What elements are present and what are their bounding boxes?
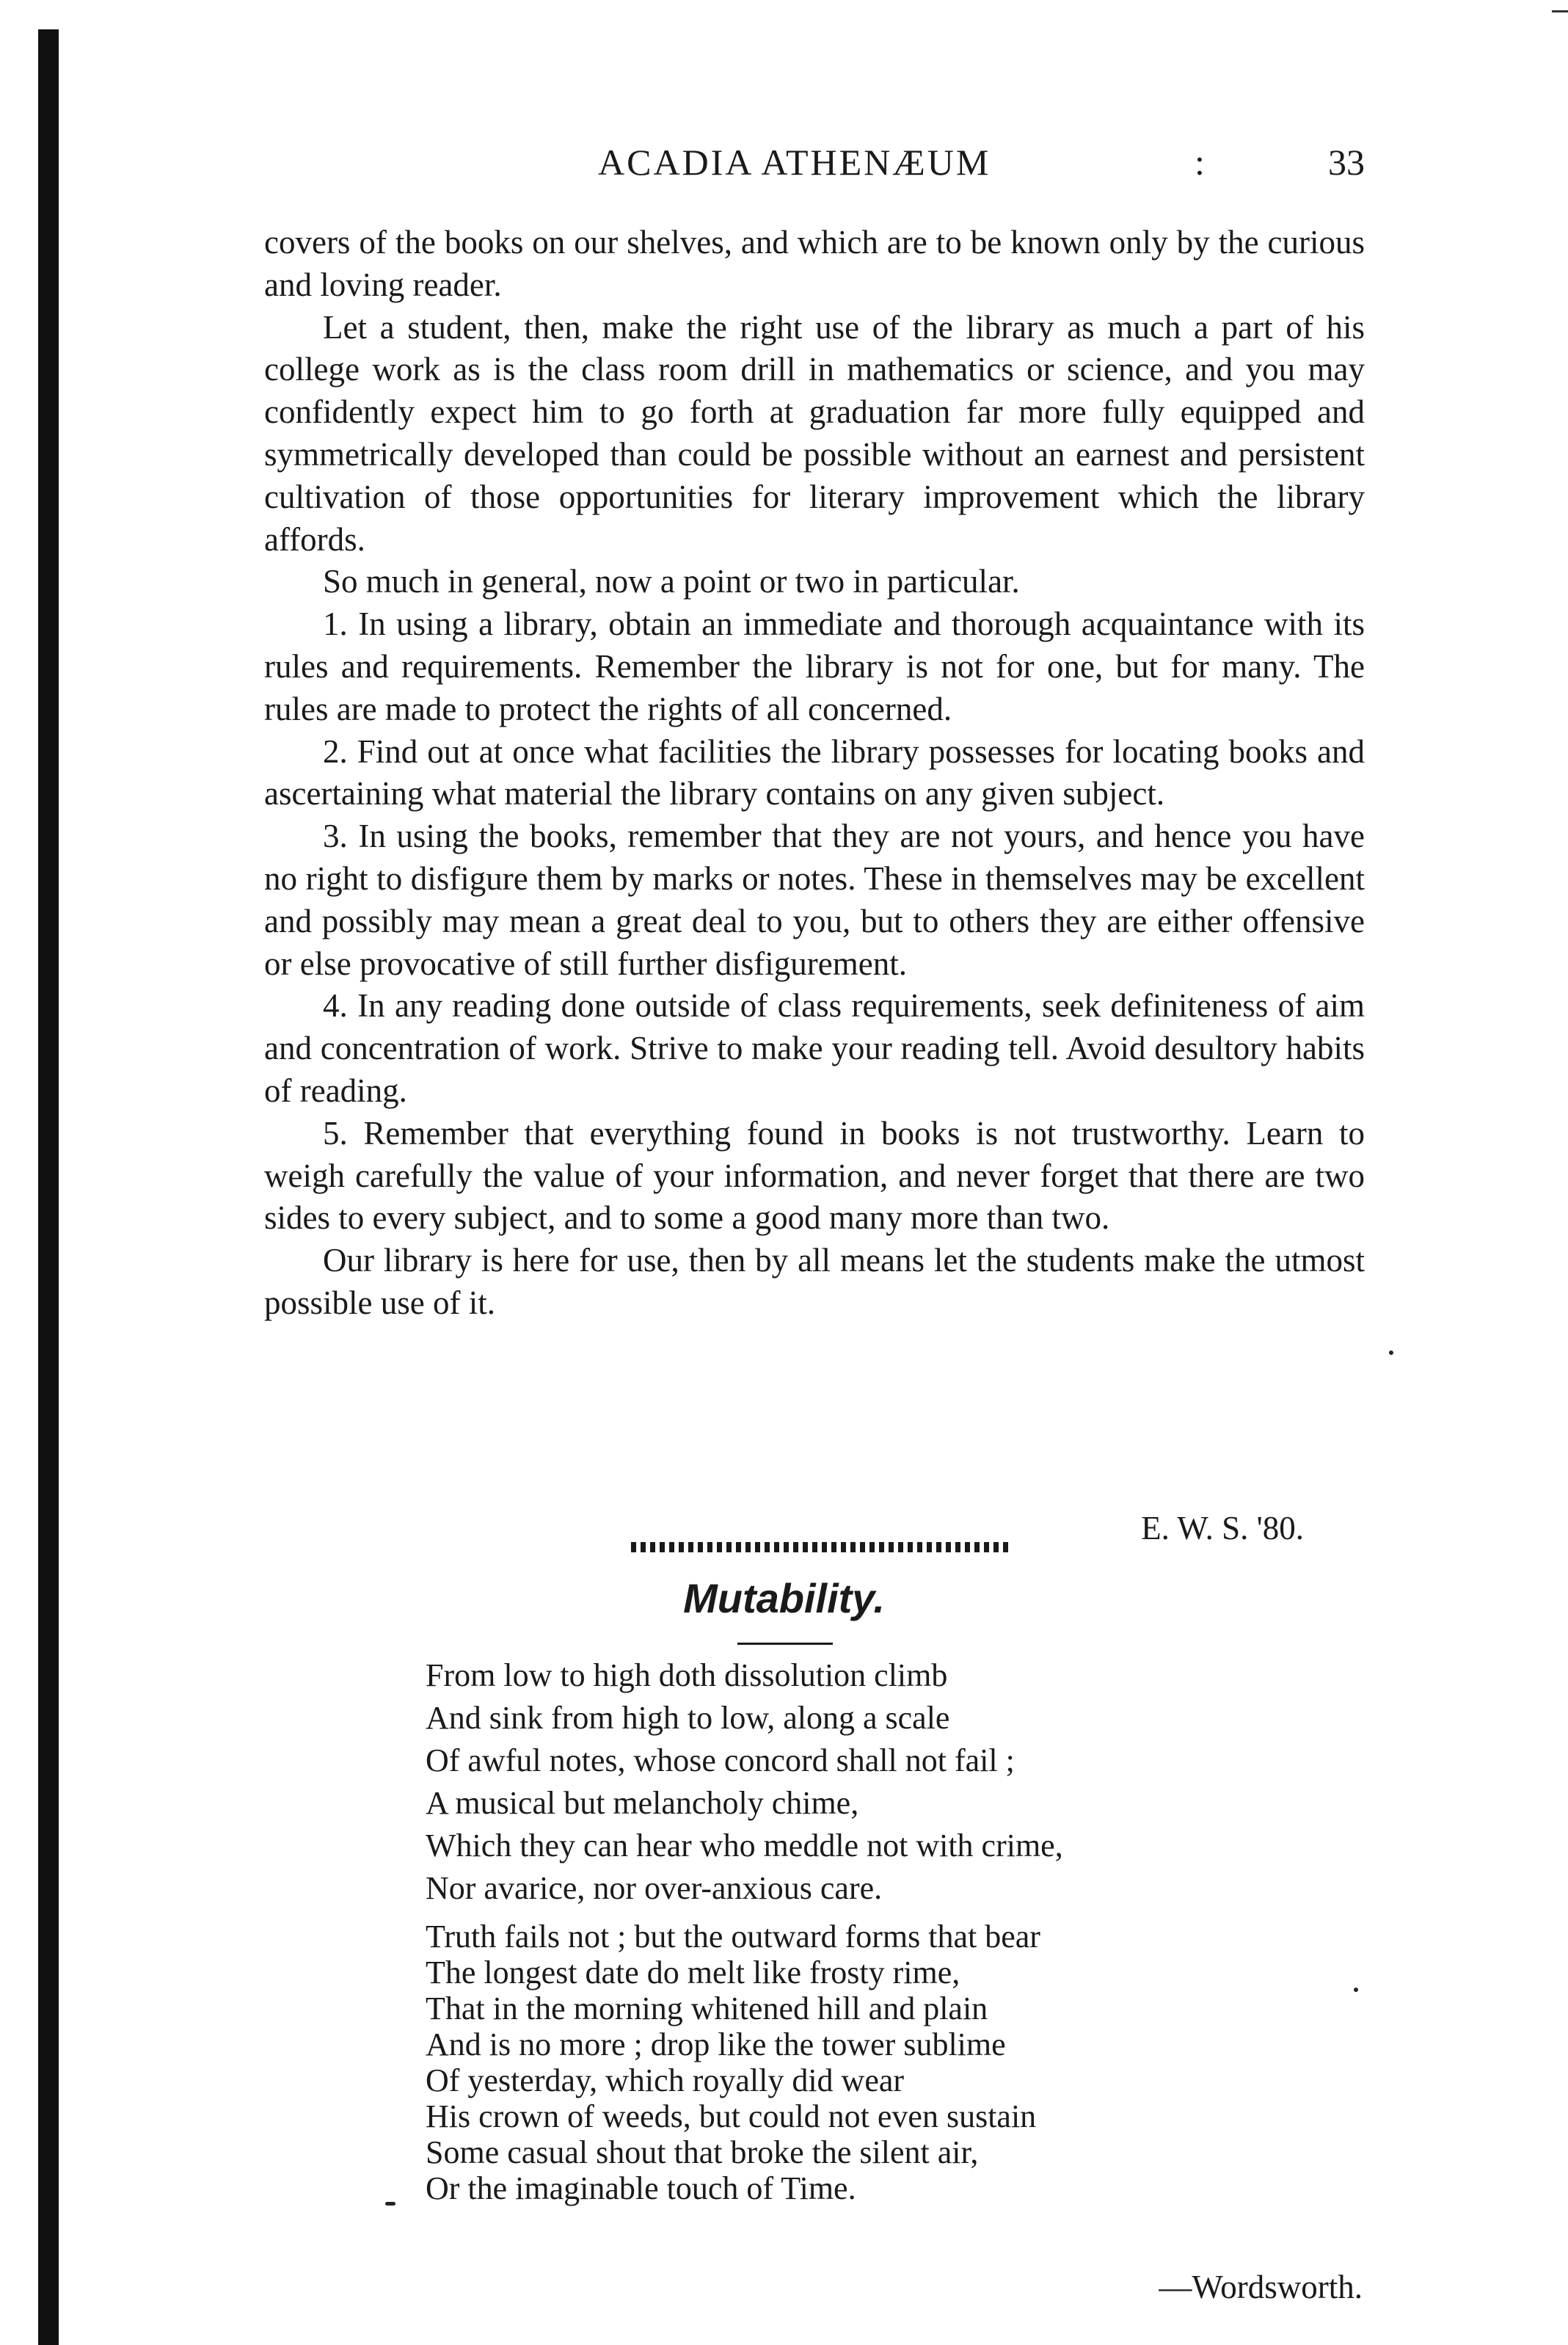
poem-line: His crown of weeds, but could not even sustain (426, 2098, 1037, 2134)
page-header (264, 141, 1365, 192)
poem-line: From low to high doth dissolution climb (426, 1657, 948, 1693)
paragraph-point-2: 2. Find out at once what facilities the library possesses for locating books and ascertaining what material the library contains on any given subject. (264, 732, 1365, 812)
poem-line: That in the morning whitened hill and plain (426, 1990, 988, 2026)
page-number: 33 (1328, 142, 1365, 183)
poem-title: Mutability. (683, 1575, 885, 1621)
poem-line: Of yesterday, which royally did wear (426, 2062, 905, 2098)
poem-line: The longest date do melt like frosty rime, (426, 1955, 960, 1990)
poem-line: Of awful notes, whose concord shall not fail ; (426, 1742, 1015, 1778)
poem-line: Nor avarice, nor over-anxious care. (426, 1870, 883, 1906)
poem-line: Truth fails not ; but the outward forms that bear (426, 1919, 1040, 1955)
poem-stanza-1 (426, 1654, 1365, 1910)
scan-corner-mark (1552, 10, 1568, 12)
paragraph-point-5: 5. Remember that everything found in books is not trustworthy. Learn to weigh carefully the value of your information, and never forget that there are two sides to every subject, and to some a good many more than two. (264, 1114, 1365, 1237)
poem-line: Some casual shout that broke the silent air, (426, 2134, 979, 2170)
paragraph-point-4: 4. In any reading done outside of class requirements, seek definiteness of aim and concentration of work. Strive to make your reading tell. Avoid desultory habits of reading. (264, 987, 1365, 1109)
section-divider-ornament (631, 1542, 1013, 1552)
paragraph-closing: Our library is here for use, then by all means let the students make the utmost possible use of it. (264, 1242, 1365, 1321)
poem-title-rule (737, 1643, 833, 1645)
poem-attribution: —Wordsworth. (1159, 2269, 1363, 2305)
poem-stanza-2 (426, 1919, 1365, 2206)
article-signature: E. W. S. '80. (1141, 1510, 1304, 1546)
header-separator: : (1195, 142, 1205, 183)
paragraph-point-3: 3. In using the books, remember that they are not yours, and hence you have no right to disfigure them by marks or notes. These in themselves may be excellent and possibly may mean a great deal to you, but to others they are either offensive or else provocative of still further disfigurement. (264, 818, 1365, 982)
poem-line: Which they can hear who meddle not with crime, (426, 1828, 1063, 1864)
scan-speck (385, 2202, 395, 2206)
page-binding-edge (38, 29, 59, 2345)
running-title: ACADIA ATHENÆUM (598, 142, 991, 183)
paragraph-library-use: Let a student, then, make the right use of the library as much a part of his college work as is the class room drill in mathematics or science, and you may confidently expect him to go forth at graduation far more fully equipped and symmetrically developed than could be possible without an earnest and persistent cultivation of those opportunities for literary improvement which the library affords. (264, 308, 1365, 558)
article-body (264, 222, 1365, 1325)
poem-line: And is no more ; drop like the tower sublime (426, 2026, 1006, 2062)
scan-speck (1354, 1988, 1358, 1992)
paragraph-continued: covers of the books on our shelves, and which are to be known only by the curious and loving reader. (264, 224, 1365, 303)
poem-body (426, 1654, 1365, 2206)
poem-line: A musical but melancholy chime, (426, 1785, 859, 1821)
poem-line: And sink from high to low, along a scale (426, 1700, 950, 1736)
scan-speck (1389, 1350, 1393, 1355)
paragraph-point-1: 1. In using a library, obtain an immediate and thorough acquaintance with its rules and requirements. Remember the library is not for one, but for many. The rules are made to protect the rights of all concerned. (264, 606, 1365, 727)
paragraph-transition: So much in general, now a point or two in particular. (323, 563, 1020, 600)
poem-line: Or the imaginable touch of Time. (426, 2170, 856, 2206)
